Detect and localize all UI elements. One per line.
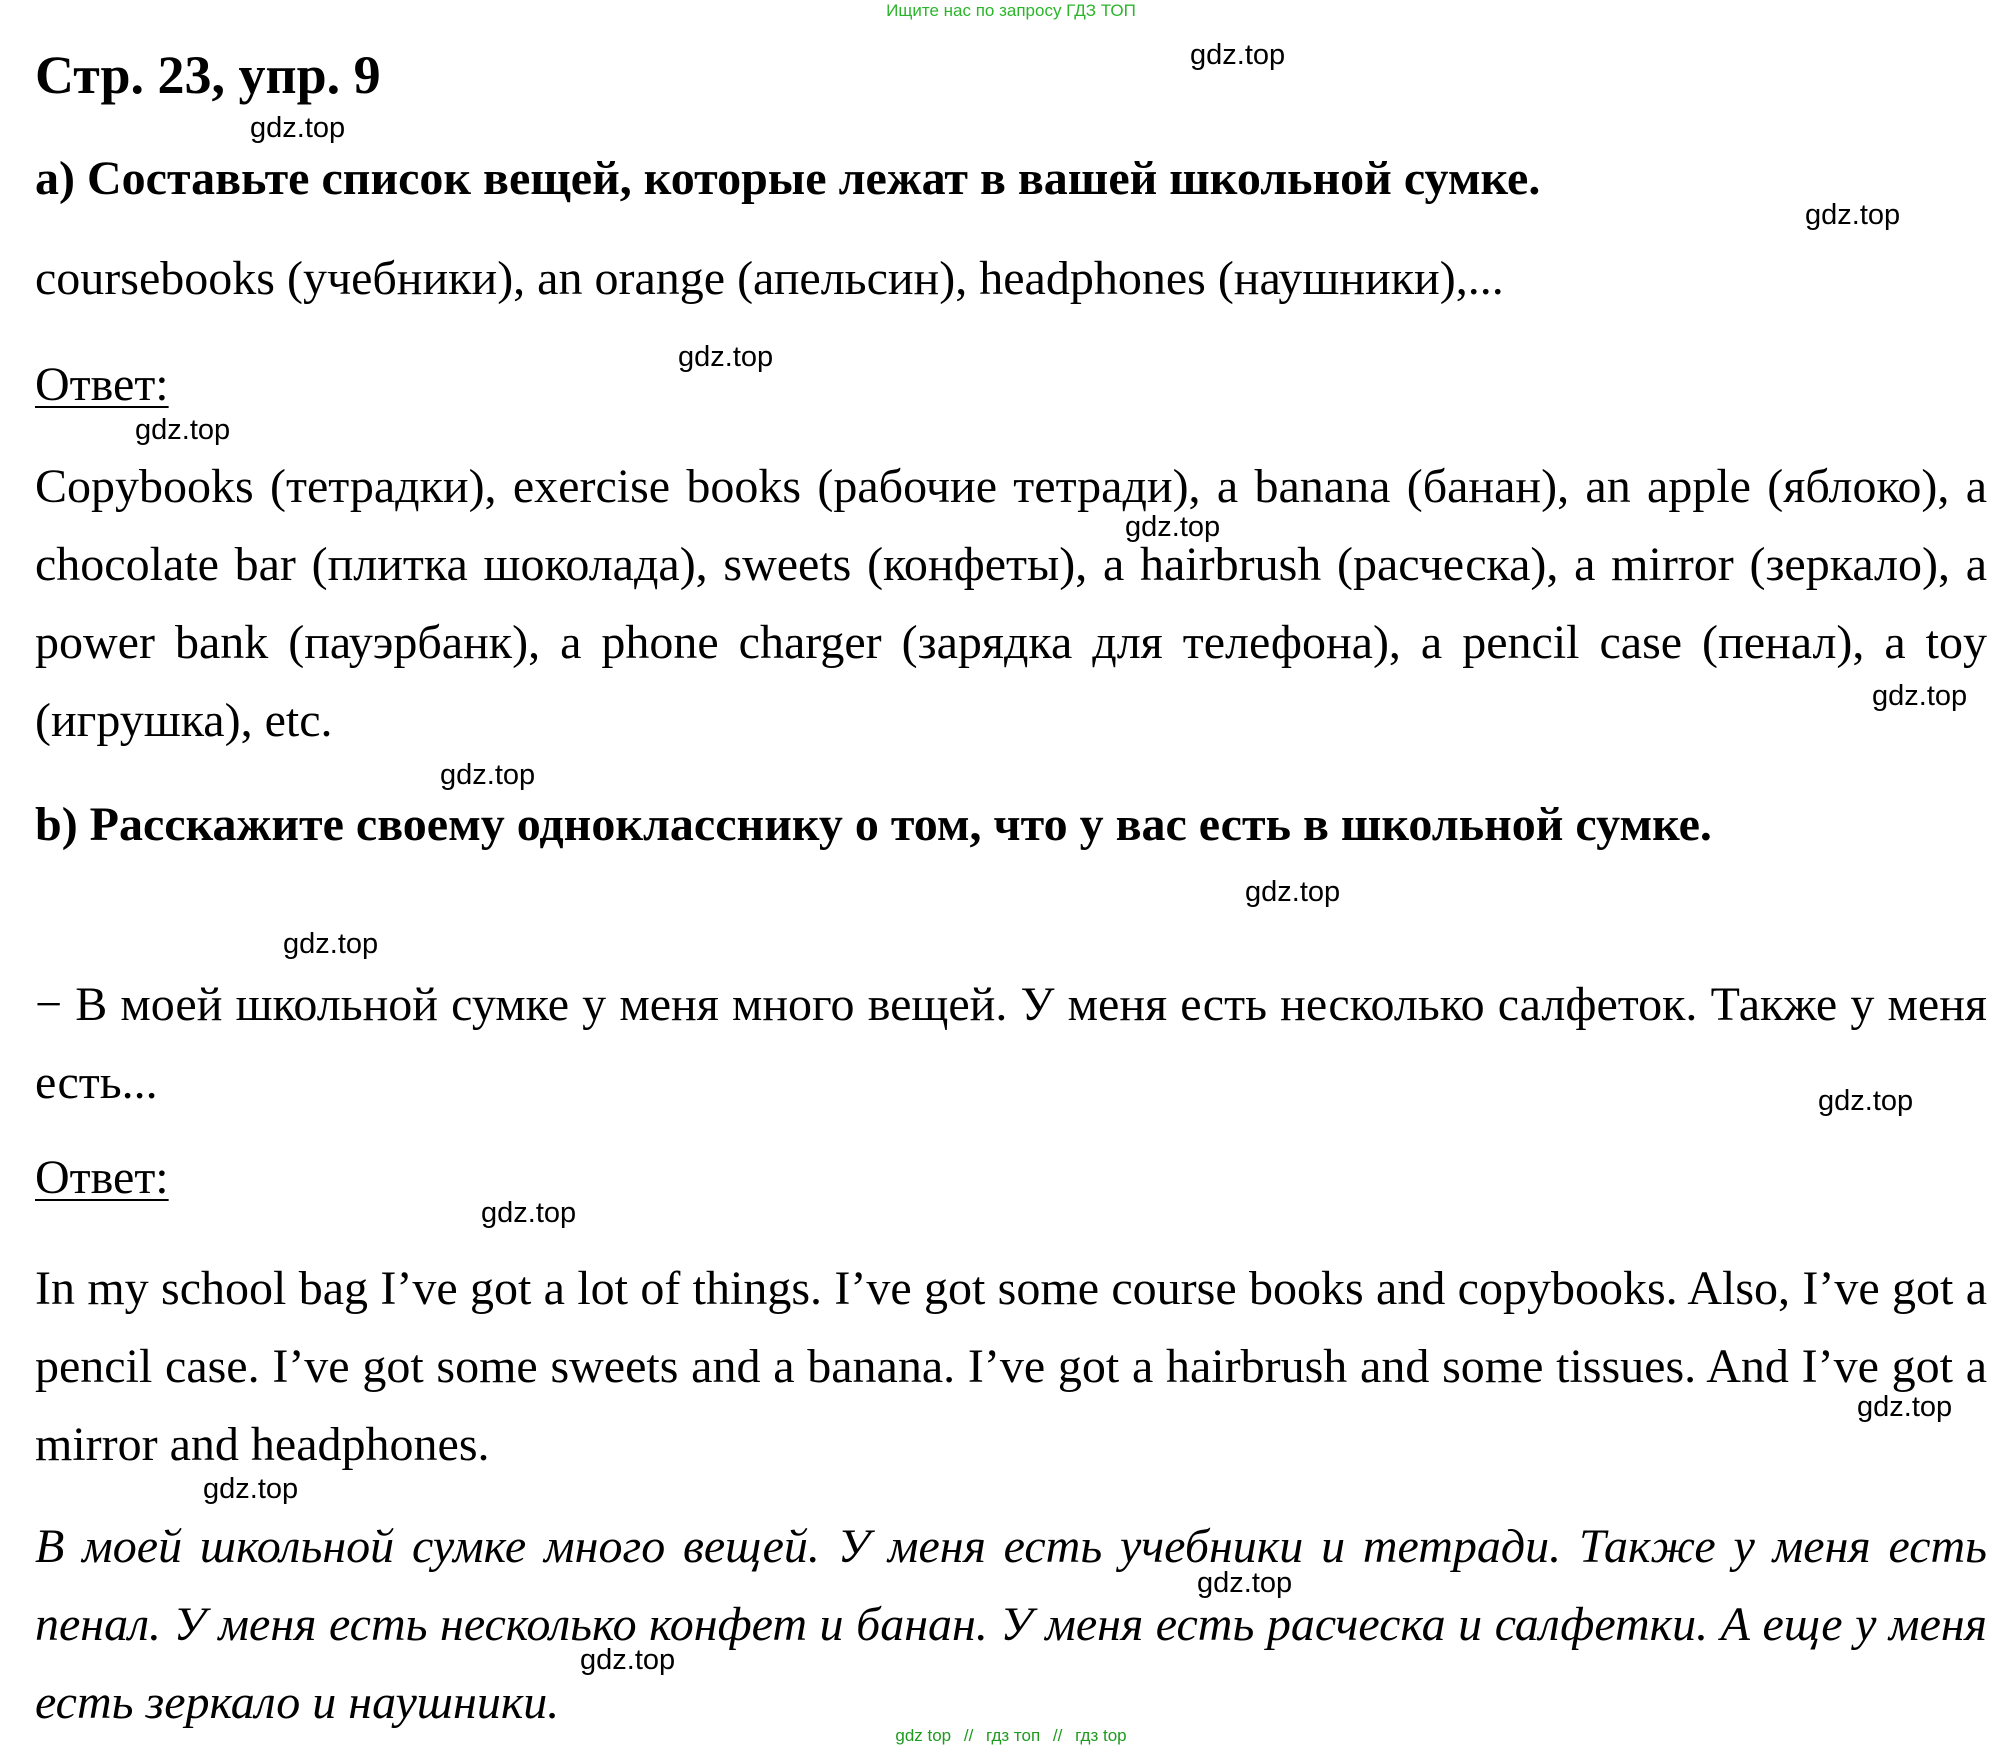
watermark: gdz.top xyxy=(1818,1085,1914,1117)
watermark: gdz.top xyxy=(1125,511,1221,543)
watermark: gdz.top xyxy=(440,759,536,791)
footer-separator-1: // xyxy=(963,1726,974,1745)
footer-part-3: гдз top xyxy=(1075,1726,1127,1745)
watermark: gdz.top xyxy=(1197,1567,1293,1599)
watermark: gdz.top xyxy=(481,1197,577,1229)
watermark: gdz.top xyxy=(678,341,774,373)
watermark: gdz.top xyxy=(1805,199,1901,231)
page-title: Стр. 23, упр. 9 xyxy=(35,45,381,105)
footer-separator-2: // xyxy=(1052,1726,1063,1745)
watermark: gdz.top xyxy=(1245,876,1341,908)
task-b-example: − В моей школьной сумке у меня много вещей. У меня есть несколько салфеток. Также у меня есть... xyxy=(35,978,1987,1109)
task-a-answer: Copybooks (тетрадки), exercise books (рабочие тетради), a banana (банан), an apple (яблоко), a chocolate bar (плитка шоколада), sweets (конфеты), a hairbrush (расческа), a mirror (зеркало), a power bank (пауэрбанк), a phone charger (зарядка для телефона), a pencil case (пенал), a toy (игрушка), etc. xyxy=(35,460,1987,747)
watermark: gdz.top xyxy=(1872,680,1968,712)
watermark: gdz.top xyxy=(1857,1391,1953,1423)
header-note: Ищите нас по запросу ГДЗ ТОП xyxy=(886,1,1136,20)
watermark: gdz.top xyxy=(580,1644,676,1676)
document-page xyxy=(35,0,1987,1754)
task-a-answer-label: Ответ: xyxy=(35,358,169,411)
task-b-answer-english: In my school bag I’ve got a lot of things. I’ve got some course books and copybooks. Also, I’ve got a pencil case. I’ve got some sweets and a banana. I’ve got a hairbrush and some tissues. And I’ve got a mirror and headphones. xyxy=(35,1262,1987,1471)
task-b-question: b) Расскажите своему однокласснику о том, что у вас есть в школьной сумке. xyxy=(35,798,1712,851)
footer-part-1: gdz top xyxy=(895,1726,952,1745)
watermark: gdz.top xyxy=(250,112,346,144)
watermark: gdz.top xyxy=(1190,39,1286,71)
task-a-example: coursebooks (учебники), an orange (апельсин), headphones (наушники),... xyxy=(35,252,1504,305)
task-b-answer-label: Ответ: xyxy=(35,1151,169,1204)
footer-part-2: гдз топ xyxy=(986,1726,1041,1745)
watermark: gdz.top xyxy=(135,414,231,446)
task-a-question: а) Составьте список вещей, которые лежат в вашей школьной сумке. xyxy=(35,152,1541,205)
watermark: gdz.top xyxy=(283,928,379,960)
footer-note xyxy=(35,1726,1987,1746)
task-b-answer-russian: В моей школьной сумке много вещей. У меня есть учебники и тетради. Также у меня есть пенал. У меня есть несколько конфет и банан. У меня есть расческа и салфетки. А еще у меня есть зеркало и наушники. xyxy=(35,1520,1987,1729)
watermark: gdz.top xyxy=(203,1473,299,1505)
